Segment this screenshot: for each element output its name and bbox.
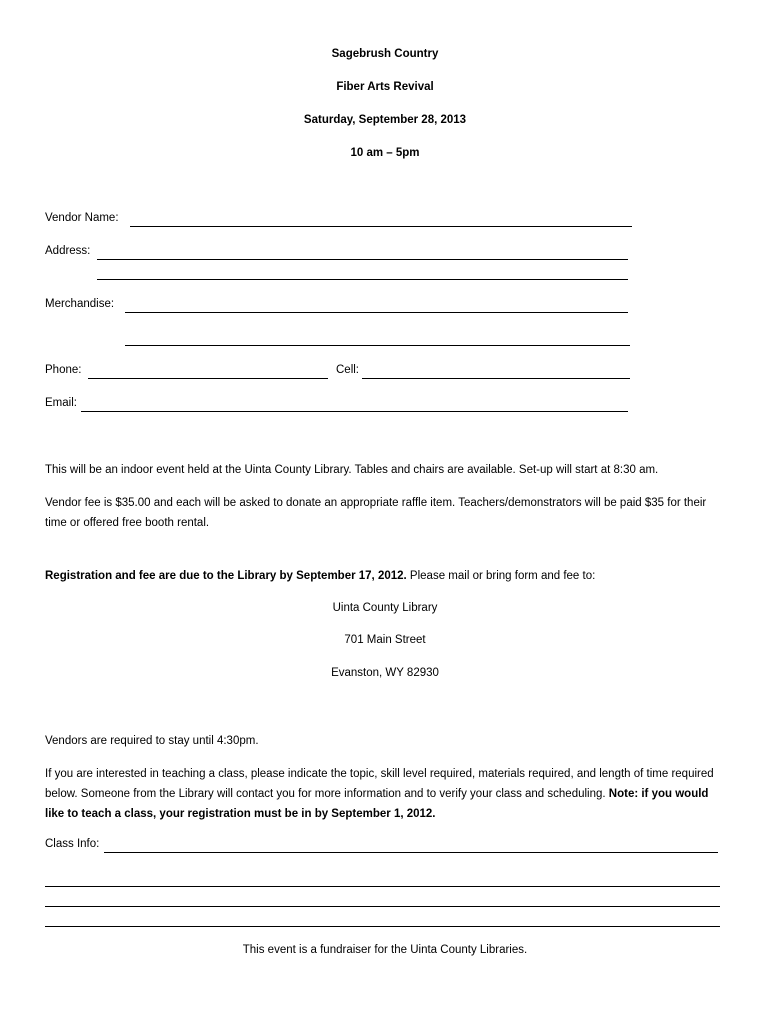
event-title: Fiber Arts Revival — [336, 81, 434, 93]
merchandise-label: Merchandise: — [45, 298, 115, 310]
teaching-note: Note: if you would like to teach a class, your registration must be in by September 1, 2012. — [45, 788, 709, 820]
class-info-field-line3[interactable] — [45, 906, 720, 907]
phone-field[interactable] — [88, 378, 328, 379]
address-field-line2[interactable] — [97, 279, 628, 280]
org-title: Sagebrush Country — [331, 48, 439, 60]
class-info-label: Class Info: — [45, 838, 100, 850]
indoor-event-text: This will be an indoor event held at the Uinta County Library. Tables and chairs are available. Set-up will start at 8:30 am. — [45, 464, 659, 476]
fundraiser-note: This event is a fundraiser for the Uinta County Libraries. — [242, 944, 528, 956]
library-street: 701 Main Street — [344, 634, 426, 646]
merchandise-field-line1[interactable] — [125, 312, 628, 313]
library-city: Evanston, WY 82930 — [331, 667, 439, 679]
class-info-field-line4[interactable] — [45, 926, 720, 927]
registration-text — [45, 566, 725, 586]
email-label: Email: — [45, 397, 77, 409]
class-info-field-line1[interactable] — [104, 852, 718, 853]
registration-instructions: Please mail or bring form and fee to: — [406, 570, 596, 582]
vendor-name-field[interactable] — [130, 226, 632, 227]
registration-deadline: Registration and fee are due to the Library by September 17, 2012. — [45, 570, 407, 582]
teaching-info — [45, 764, 725, 824]
event-date: Saturday, September 28, 2013 — [303, 114, 467, 126]
email-field[interactable] — [81, 411, 628, 412]
library-name: Uinta County Library — [332, 602, 438, 614]
class-info-field-line2[interactable] — [45, 886, 720, 887]
phone-label: Phone: — [45, 364, 82, 376]
address-label: Address: — [45, 245, 91, 257]
vendor-name-label: Vendor Name: — [45, 212, 119, 224]
stay-requirement: Vendors are required to stay until 4:30pm. — [45, 735, 259, 747]
address-field-line1[interactable] — [97, 259, 628, 260]
event-time: 10 am – 5pm — [350, 147, 420, 159]
cell-label: Cell: — [336, 364, 360, 376]
merchandise-field-line2[interactable] — [125, 345, 630, 346]
cell-field[interactable] — [362, 378, 630, 379]
teaching-text: If you are interested in teaching a class, please indicate the topic, skill level required, materials required, and length of time required below. Someone from the Library will contact you for more information and to verify your class and scheduling. — [45, 768, 714, 800]
vendor-fee-text: Vendor fee is $35.00 and each will be asked to donate an appropriate raffle item. Teachers/demonstrators will be paid $35 for their time or offered free booth rental. — [45, 497, 707, 529]
